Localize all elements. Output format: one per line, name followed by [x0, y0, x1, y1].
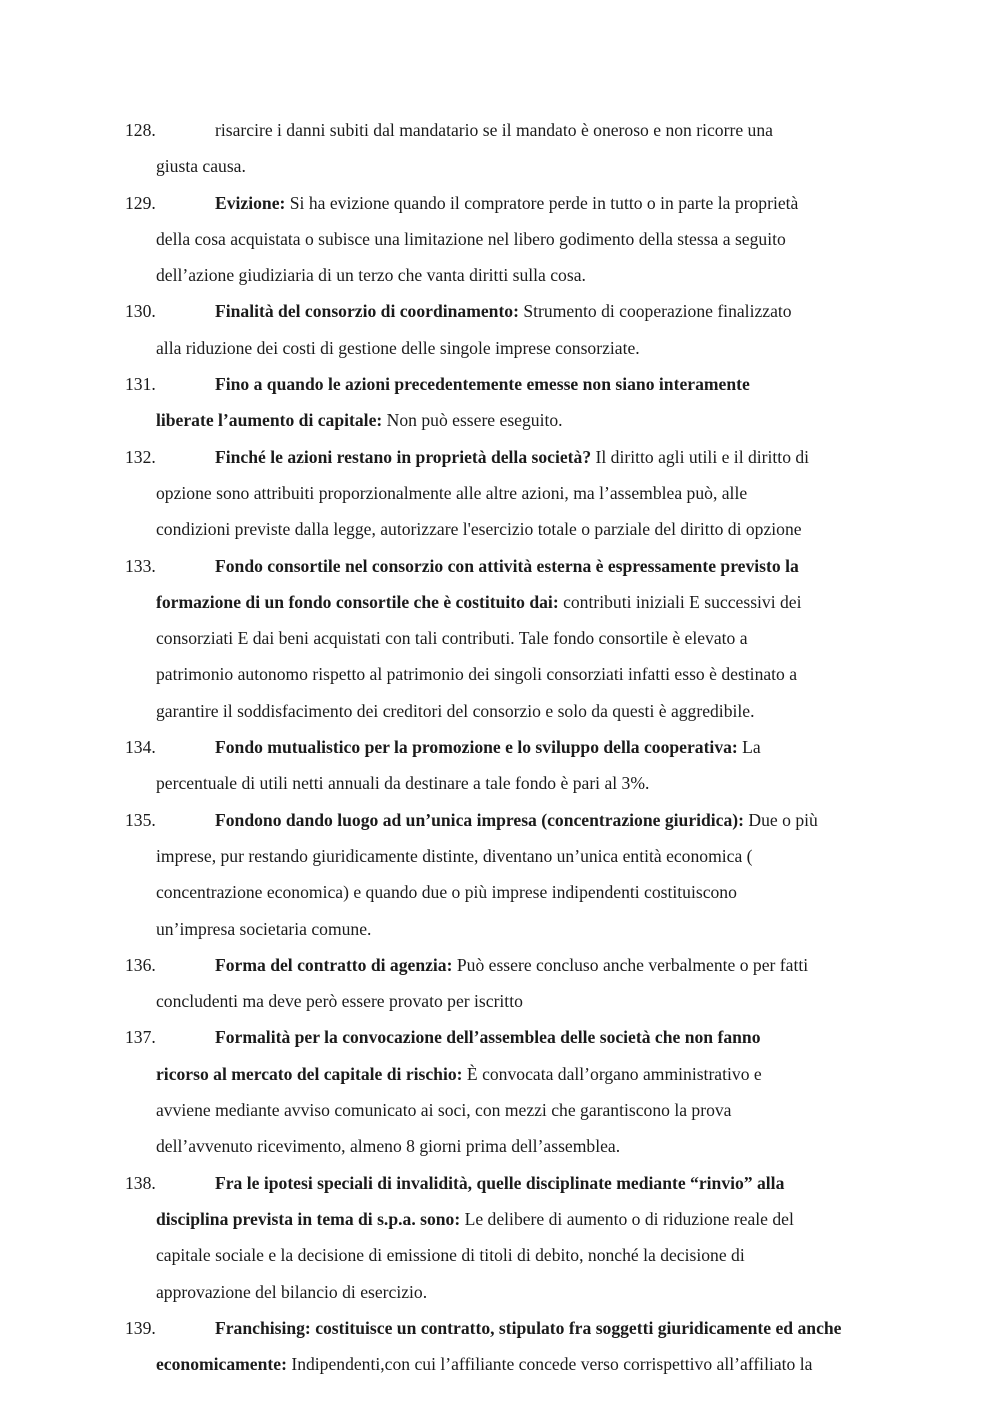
item-number: 137.: [125, 1027, 156, 1047]
item-number: 139.: [125, 1318, 156, 1338]
item-line: percentuale di utili netti annuali da destinare a tale fondo è pari al 3%.: [156, 773, 650, 793]
item-number: 138.: [125, 1173, 156, 1193]
item-line: giusta causa.: [156, 156, 246, 176]
item-line: risarcire i danni subiti dal mandatario se il mandato è oneroso e non ricorre una: [215, 120, 773, 140]
item-line: capitale sociale e la decisione di emissione di titoli di debito, nonché la decisione di: [156, 1245, 745, 1265]
item-line: liberate l’aumento di capitale: Non può essere eseguito.: [156, 410, 563, 430]
item-number: 135.: [125, 810, 156, 830]
item-line: Fondo mutualistico per la promozione e lo sviluppo della cooperativa: La: [215, 737, 761, 757]
item-line: Fino a quando le azioni precedentemente emesse non siano interamente: [215, 374, 750, 394]
item-line: concentrazione economica) e quando due o più imprese indipendenti costituiscono: [156, 882, 737, 902]
item-line: Fondo consortile nel consorzio con attività esterna è espressamente previsto la: [215, 556, 799, 576]
item-line: della cosa acquistata o subisce una limitazione nel libero godimento della stessa a seguito: [156, 229, 786, 249]
item-line: concludenti ma deve però essere provato per iscritto: [156, 991, 523, 1011]
item-line: Franchising: costituisce un contratto, stipulato fra soggetti giuridicamente ed anche: [215, 1318, 842, 1338]
item-line: condizioni previste dalla legge, autorizzare l'esercizio totale o parziale del diritto di opzione: [156, 519, 802, 539]
item-line: consorziati E dai beni acquistati con tali contributi. Tale fondo consortile è elevato a: [156, 628, 748, 648]
item-line: Evizione: Si ha evizione quando il compratore perde in tutto o in parte la proprietà: [215, 193, 799, 213]
item-line: alla riduzione dei costi di gestione delle singole imprese consorziate.: [156, 338, 640, 358]
item-number: 134.: [125, 737, 156, 757]
item-line: economicamente: Indipendenti,con cui l’affiliante concede verso corrispettivo all’affiliato la: [156, 1354, 813, 1374]
item-line: Formalità per la convocazione dell’assemblea delle società che non fanno: [215, 1027, 761, 1047]
item-line: ricorso al mercato del capitale di rischio: È convocata dall’organo amministrativo e: [156, 1064, 762, 1084]
item-line: avviene mediante avviso comunicato ai soci, con mezzi che garantiscono la prova: [156, 1100, 732, 1120]
item-line: imprese, pur restando giuridicamente distinte, diventano un’unica entità economica (: [156, 846, 753, 866]
item-line: approvazione del bilancio di esercizio.: [156, 1282, 428, 1302]
item-line: Forma del contratto di agenzia: Può essere concluso anche verbalmente o per fatti: [215, 955, 809, 975]
item-number: 129.: [125, 193, 156, 213]
item-line: opzione sono attribuiti proporzionalmente alle altre azioni, ma l’assemblea può, alle: [156, 483, 748, 503]
item-line: dell’azione giudiziaria di un terzo che vanta diritti sulla cosa.: [156, 265, 586, 285]
item-number: 133.: [125, 556, 156, 576]
item-number: 128.: [125, 120, 156, 140]
item-line: patrimonio autonomo rispetto al patrimonio dei singoli consorziati infatti esso è destinato a: [156, 664, 798, 684]
item-line: Fondono dando luogo ad un’unica impresa (concentrazione giuridica): Due o più: [215, 810, 818, 830]
item-line: Finalità del consorzio di coordinamento: Strumento di cooperazione finalizzato: [215, 301, 792, 321]
item-number: 136.: [125, 955, 156, 975]
item-line: formazione di un fondo consortile che è costituito dai: contributi iniziali E successivi dei: [156, 592, 802, 612]
item-number: 132.: [125, 447, 156, 467]
item-number: 131.: [125, 374, 156, 394]
item-line: garantire il soddisfacimento dei creditori del consorzio e solo da questi è aggredibile.: [156, 701, 755, 721]
item-line: un’impresa societaria comune.: [156, 919, 372, 939]
item-line: disciplina prevista in tema di s.p.a. sono: Le delibere di aumento o di riduzione reale del: [156, 1209, 794, 1229]
item-line: Finché le azioni restano in proprietà della società? Il diritto agli utili e il diritto di: [215, 447, 810, 467]
item-line: dell’avvenuto ricevimento, almeno 8 giorni prima dell’assemblea.: [156, 1136, 621, 1156]
item-line: Fra le ipotesi speciali di invalidità, quelle disciplinate mediante “rinvio” alla: [215, 1173, 785, 1193]
item-number: 130.: [125, 301, 156, 321]
